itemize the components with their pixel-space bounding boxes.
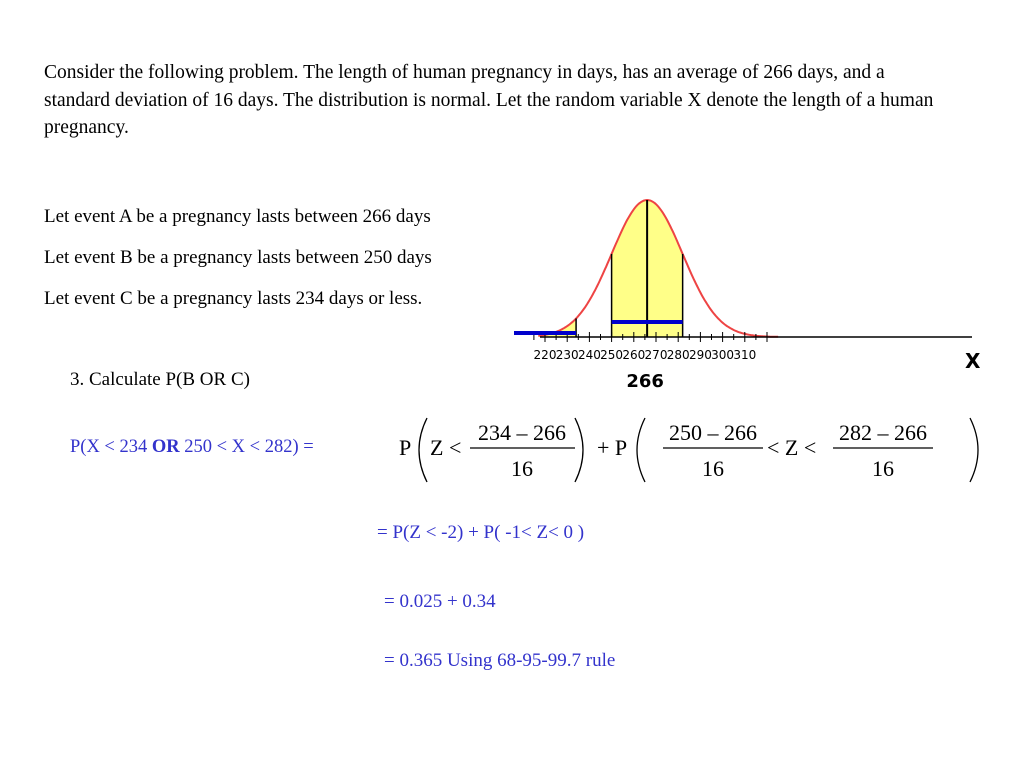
formula-num1: 234 – 266 xyxy=(478,420,566,445)
x-tick-label: 310 xyxy=(733,348,757,362)
formula-den1: 16 xyxy=(511,456,533,481)
formula-p1: P xyxy=(399,435,412,460)
x-tick-label: 230 xyxy=(555,348,579,362)
formula-paren-open-2 xyxy=(637,418,645,482)
formula-den2: 16 xyxy=(702,456,724,481)
normal-curve-chart xyxy=(510,190,990,400)
x-tick-label: 270 xyxy=(644,348,668,362)
formula-den3: 16 xyxy=(872,456,894,481)
formula-num3: 282 – 266 xyxy=(839,420,927,445)
x-tick-label: 240 xyxy=(577,348,601,362)
prob-part2: 250 < X < 282) = xyxy=(179,437,314,457)
mean-label: 266 xyxy=(626,371,664,392)
x-tick-label: 220 xyxy=(533,348,557,362)
x-axis-label: X xyxy=(965,349,981,373)
formula-lt-z-lt: < Z < xyxy=(767,435,817,460)
event-c-text: Let event C be a pregnancy lasts 234 days or less. xyxy=(44,288,423,309)
formula-paren-close-2 xyxy=(970,418,978,482)
question-text: 3. Calculate P(B OR C) xyxy=(70,369,250,390)
step-2: = 0.025 + 0.34 xyxy=(384,591,496,612)
formula-num2: 250 – 266 xyxy=(669,420,757,445)
x-tick-label: 260 xyxy=(622,348,646,362)
event-a-text: Let event A be a pregnancy lasts between 266 days xyxy=(44,206,431,227)
probability-expression xyxy=(70,437,314,458)
step-1: = P(Z < -2) + P( -1< Z< 0 ) xyxy=(377,522,585,543)
prob-or: OR xyxy=(151,437,180,457)
formula-z-lt: Z < xyxy=(430,435,462,460)
x-tick-label: 300 xyxy=(711,348,735,362)
x-tick-label: 250 xyxy=(600,348,624,362)
formula-plus-p: + P xyxy=(597,435,628,460)
step-3: = 0.365 Using 68-95-99.7 rule xyxy=(384,650,616,671)
z-formula xyxy=(385,410,985,490)
formula-paren-close-1 xyxy=(575,418,583,482)
event-b-text: Let event B be a pregnancy lasts between 250 days xyxy=(44,247,432,268)
prob-part1: P(X < 234 xyxy=(70,437,152,457)
x-tick-label: 280 xyxy=(666,348,690,362)
intro-text: Consider the following problem. The length of human pregnancy in days, has an average of 266 days, and a standard deviation of 16 days. The distribution is normal. Let the random variable X denote the length of a human pregnancy. xyxy=(44,62,934,138)
intro-paragraph xyxy=(44,59,944,142)
formula-paren-open-1 xyxy=(419,418,427,482)
x-tick-label: 290 xyxy=(688,348,712,362)
